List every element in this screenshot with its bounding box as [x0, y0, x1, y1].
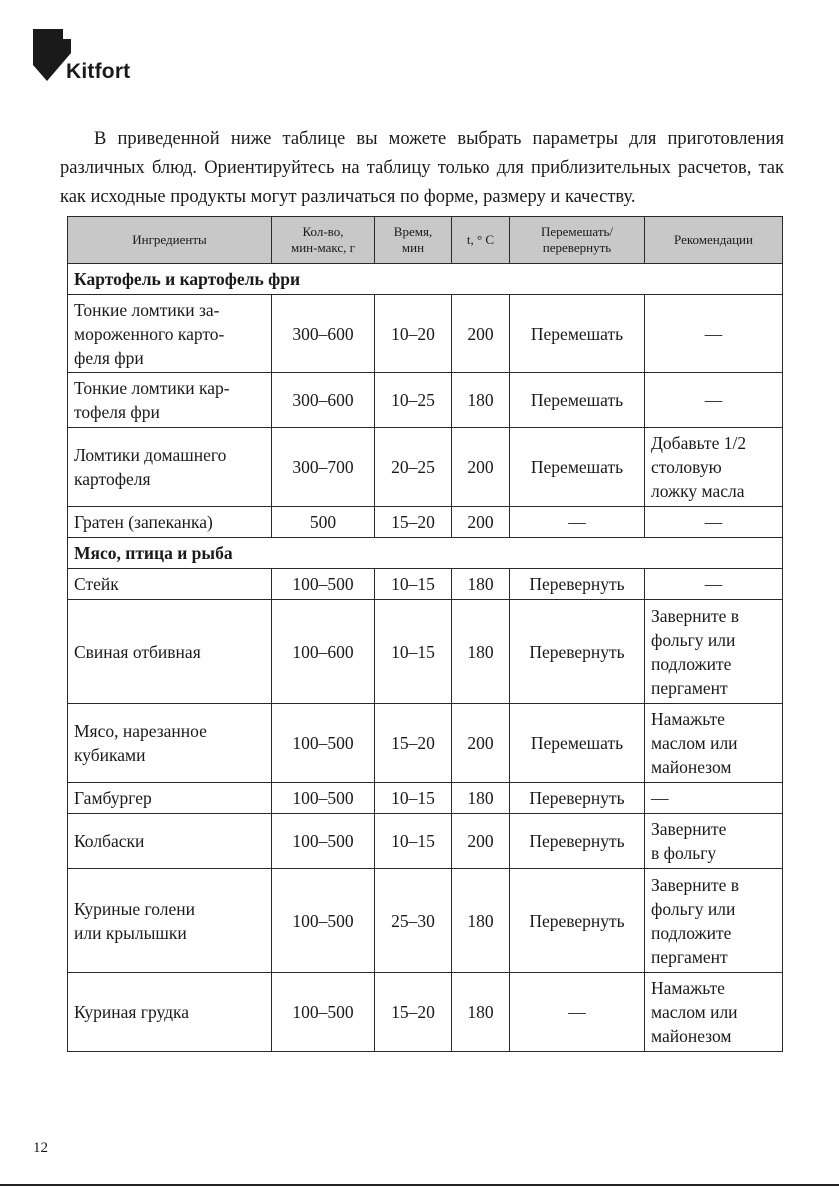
- cell-recommendation: Добавьте 1/2 столовую ложку масла: [645, 428, 783, 507]
- cell-quantity: 100–500: [272, 869, 375, 973]
- header-ingredients: Ингредиенты: [68, 217, 272, 264]
- brand-logo: [33, 29, 143, 85]
- section-row: [68, 538, 783, 569]
- header-temperature: t, ° C: [452, 217, 510, 264]
- cell-action: Перемешать: [510, 373, 645, 428]
- cell-temperature: 180: [452, 973, 510, 1052]
- cell-recommendation: Заверните в фольгу или подложите пергамент: [645, 600, 783, 704]
- cell-ingredient: Куриная грудка: [68, 973, 272, 1052]
- cooking-table: [67, 216, 783, 1052]
- table-row: [68, 295, 783, 373]
- table-row: [68, 783, 783, 814]
- header-recommendations: Рекомендации: [645, 217, 783, 264]
- page-number: 12: [33, 1140, 48, 1156]
- cell-time: 10–15: [375, 814, 452, 869]
- cell-ingredient: Тонкие ломтики за- мороженного карто- феля фри: [68, 295, 272, 373]
- brand-name: Kitfort: [66, 60, 131, 83]
- cell-temperature: 180: [452, 569, 510, 600]
- table-body: [68, 264, 783, 1052]
- cell-quantity: 300–600: [272, 373, 375, 428]
- cell-time: 15–20: [375, 973, 452, 1052]
- section-title: Мясо, птица и рыба: [68, 538, 783, 569]
- cell-ingredient: Стейк: [68, 569, 272, 600]
- cell-time: 10–15: [375, 569, 452, 600]
- cell-temperature: 180: [452, 869, 510, 973]
- cell-quantity: 100–500: [272, 814, 375, 869]
- cell-quantity: 100–500: [272, 569, 375, 600]
- cell-quantity: 100–500: [272, 704, 375, 783]
- cell-action: Перемешать: [510, 295, 645, 373]
- table-row: [68, 507, 783, 538]
- section-row: [68, 264, 783, 295]
- cell-action: Перевернуть: [510, 783, 645, 814]
- cell-temperature: 200: [452, 507, 510, 538]
- cell-action: Перевернуть: [510, 814, 645, 869]
- cell-ingredient: Гратен (запеканка): [68, 507, 272, 538]
- table-row: [68, 600, 783, 704]
- cell-quantity: 300–600: [272, 295, 375, 373]
- cell-action: —: [510, 973, 645, 1052]
- table-row: [68, 428, 783, 507]
- cell-time: 10–20: [375, 295, 452, 373]
- cell-recommendation: —: [645, 569, 783, 600]
- cell-ingredient: Куриные голени или крылышки: [68, 869, 272, 973]
- intro-paragraph: В приведенной ниже таблице вы можете выбрать параметры для приготовления различных блюд. Ориентируйтесь на таблицу только для приблизительных расчетов, так как исходные продукты могут различаться по форме, размеру и качеству.: [60, 129, 784, 207]
- table-row: [68, 569, 783, 600]
- header-quantity: Кол-во, мин-макс, г: [272, 217, 375, 264]
- cell-action: Перемешать: [510, 428, 645, 507]
- cell-temperature: 180: [452, 783, 510, 814]
- cell-time: 15–20: [375, 507, 452, 538]
- cell-temperature: 180: [452, 600, 510, 704]
- cell-recommendation: —: [645, 507, 783, 538]
- cell-recommendation: Заверните в фольгу или подложите пергамент: [645, 869, 783, 973]
- cell-recommendation: —: [645, 373, 783, 428]
- cell-quantity: 100–600: [272, 600, 375, 704]
- cell-recommendation: Намажьте маслом или майонезом: [645, 973, 783, 1052]
- table-row: [68, 869, 783, 973]
- cell-action: Перевернуть: [510, 600, 645, 704]
- cell-ingredient: Тонкие ломтики кар- тофеля фри: [68, 373, 272, 428]
- table-row: [68, 704, 783, 783]
- table-row: [68, 373, 783, 428]
- section-title: Картофель и картофель фри: [68, 264, 783, 295]
- cell-quantity: 100–500: [272, 973, 375, 1052]
- header-time: Время, мин: [375, 217, 452, 264]
- cell-temperature: 200: [452, 704, 510, 783]
- header-action: Перемешать/ перевернуть: [510, 217, 645, 264]
- cell-recommendation: —: [645, 783, 783, 814]
- cell-recommendation: Намажьте маслом или майонезом: [645, 704, 783, 783]
- cell-action: Перемешать: [510, 704, 645, 783]
- cell-ingredient: Гамбургер: [68, 783, 272, 814]
- cell-ingredient: Колбаски: [68, 814, 272, 869]
- cell-temperature: 200: [452, 428, 510, 507]
- table-row: [68, 973, 783, 1052]
- cell-temperature: 200: [452, 814, 510, 869]
- cell-recommendation: Заверните в фольгу: [645, 814, 783, 869]
- cell-time: 10–15: [375, 600, 452, 704]
- footer-rule: [0, 1184, 839, 1186]
- cell-action: —: [510, 507, 645, 538]
- cell-ingredient: Мясо, нарезанное кубиками: [68, 704, 272, 783]
- cell-temperature: 200: [452, 295, 510, 373]
- cell-time: 20–25: [375, 428, 452, 507]
- cell-time: 10–25: [375, 373, 452, 428]
- cell-time: 10–15: [375, 783, 452, 814]
- cell-ingredient: Свиная отбивная: [68, 600, 272, 704]
- cell-ingredient: Ломтики домашнего картофеля: [68, 428, 272, 507]
- cell-action: Перевернуть: [510, 869, 645, 973]
- cell-action: Перевернуть: [510, 569, 645, 600]
- cell-time: 15–20: [375, 704, 452, 783]
- cell-recommendation: —: [645, 295, 783, 373]
- cell-time: 25–30: [375, 869, 452, 973]
- cell-temperature: 180: [452, 373, 510, 428]
- cell-quantity: 500: [272, 507, 375, 538]
- table-header-row: [68, 217, 783, 264]
- cell-quantity: 100–500: [272, 783, 375, 814]
- table-row: [68, 814, 783, 869]
- cell-quantity: 300–700: [272, 428, 375, 507]
